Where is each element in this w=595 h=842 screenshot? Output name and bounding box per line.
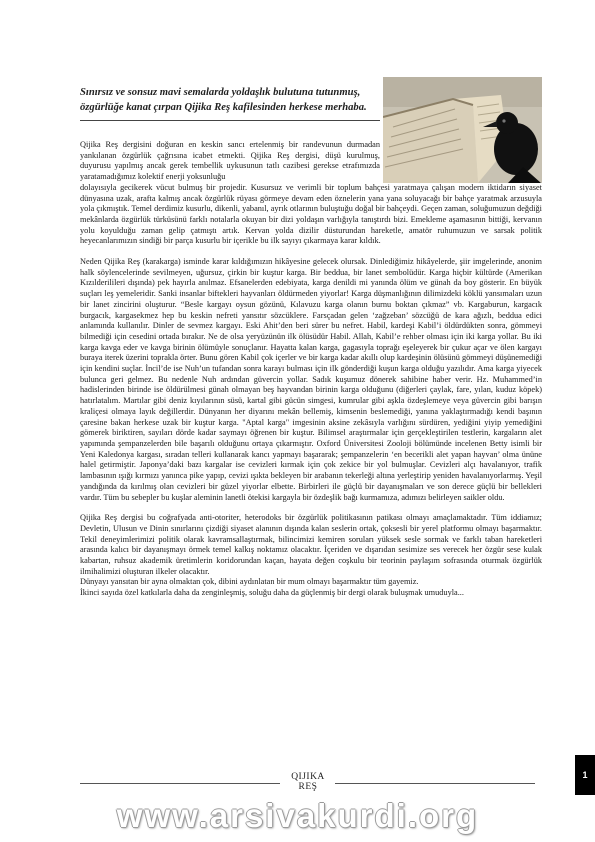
paragraph-2: Neden Qijika Reş (karakarga) isminde karar kıldığımızın hikâyesine gelecek olursak. Dinlediğimiz hikâyelerde, şiir imgelerinde, anonim halk söylencelerinde sevilmeyen, uğursuz, çirkin bir kuştur karga. Bir beddua, bir lanet sembolüdür. Karga hiçbir kültürde (Amerikan Kızılderilileri dışında) pek hayırla anılmaz. Efsanelerden edebiyata, karga denildi mi yanında ölüm ve günah da boy gösterir. En büyük suçları leş yemeleridir. Sanki insanlar biftekleri hayvanları öldürmeden yiyorlar! Karga düşmanlığının dilimizdeki köklü yansımaları uzun bir lanet zincirini oluşturur. “Besle kargayı oysun gözünü, Kılavuzu karga olanın burnu boktan çıkmaz” vb. Kargaburun, kargacık burgacık, kargasekmez hep bu keskin nefreti yansıtır sözcüklere. Farsçadan gelen ‘zağzeban’ sözcüğü de kara ağızlı, beddua edici anlamında kullanılır. Dinler de sevmez kargayı. Eski Ahit’den beri sürer bu nefret. Habil, kardeşi Kabil’i öldürdükten sonra, gömmeyi bilmediği için cesedini ortada bırakır. Ne de olsa yeryüzünün ilk ölüsüdür Habil. Allah, Kabil’e rehber olması için iki karga yollar. Bu iki karga kavga eder ve kavga birinin ölümüyle sonuçlanır. Hayatta kalan karga, gagasıyla toprağı eşeleyerek bir çukur açar ve ölen kargayı buraya iterek üzerini toprakla örter. Bunu gören Kabil çok içerler ve bir karga kadar akıllı olup kardeşinin ölüsünü gömmeyi düşünemediği için kendini suçlar. İncil’de ise Nuh’un tufandan sonra karayı bulması için ilk gönderdiği kuşun karga olduğu yazılıdır. Ama karga yiyecek bulunca geri gelmez. Bu nedenle Nuh ardından güvercin yollar. Sadık kuşumuz dönerek sahibine haber verir. Hz. Muhammed’in hadislerinden birinde ise öldürülmesi günah olmayan beş hayvandan birinin karga olduğunu (diğerleri çaylak, fare, yılan, kuduz köpek) hatırlatalım. Martılar gibi deniz kıyılarının süsü, kartal gibi gücün simgesi, kumrular gibi aşkla özdeşlemeye veya güvercin gibi barışın kraliçesi olmaya layık değillerdir. Dünyanın her diyarını mekân bellemiş, kimsenin beslemediği, yanına yaklaştırmadığı kendi başının çaresine bakan herkese uzak bir kuştur karga. "Aptal karga" imgesinin aksine zekâsıyla varlığını sürdüren, yediğini yiyip yemediğini gömerek biriktiren, sayıları dörde kadar saymayı öğrenen bir kuştur. Bilimsel araştırmalar için gerçekleştirilen testlerin, kargaların alet yapımında şempanzelerden bile başarılı olduğunu ortaya çıkarmıştır. Oxford Üniversitesi Zooloji bölümünde incelenen Betty isimli bir Yeni Kaledonya kargası, sıradan telleri kullanarak kancı yapmayı başararak; şempanzelerin ‘en becerikli alet yapan hayvan’ olma ününe halel getirmiştir. Japonya’daki bazı kargalar ise cevizleri kırmak için çok zekice bir yol bulmuşlar. Cevizleri alçı havalanıyor, trafik lambasının ışığı kırmızı yanınca pike yapıp, cevizi ışıkta bekleyen bir arabanın tekerleği altına yerleştirip yeniden havalanıyorlarmış. Yeşil yandığında da kırılmış olan cevizleri bir güzel yiyorlar elbette. Birbirleri ile güçlü bir dayanışmaları ve son derece güçlü bir bellekleri vardır. Tüm bu sebepler bu kuşlar aleminin lanetli ötekisi kargayla bir özdeşlik bağı kurmamıza, adımızı belirleyen saikler oldu. (80, 257, 542, 502)
paragraph-1-top: Qijika Reş dergisini doğuran en keskin sancı ertelenmiş bir randevunun durmadan yankılanan özgürlük çağrısına icabet etmekti. Qijika Reş dergisi, düşü kurulmuş, duyurusu yapılmış ancak gerek tembellik uykusunun tatlı cazibesi gerekse etrafımızda yaratamadığımız kolektif enerji yoksunluğu (80, 140, 380, 182)
paragraph-1-rest: dolayısıyla gecikerek vücut bulmuş bir projedir. Kusursuz ve verimli bir toplum bahçesi yaratmaya çalışan modern iktidarın siyaset dünyasına uzak, arafta kalmış ancak özgürlük rüyası görmeye devam eden öznelerin yana yana soluyacağı bir bahçe yaratmak arzusuyla yola çıkmıştık. Temel derdimiz kusurlu, dikenli, yabanıl, ayrık otlarının buluştuğu doğal bir bahçeydi. Geçen zaman, soluğumuzun değdiği mekânlarda özgürlük türküsünü farklı notalarla okuyan bir dizi yoldaşın varlığıyla tanıştırdı bizi. Emekleme aşamasının bittiği, kervanın yolu koyulduğu zaman gelip çatmıştı artık. Kervan yolda dizilir düsturundan hareketle, amatör ruhumuzun ve sarsak politik heyecanlarımızın sindiği bir parça kusurlu bir içerikle bu ilk sayıyı çıkarmaya karar kıldık. (80, 182, 542, 246)
page-number: 1 (575, 755, 595, 795)
watermark: www.arsivakurdi.org (116, 797, 479, 834)
intro-line-1: Sınırsız ve sonsuz mavi semalarda yoldaşlık bulutuna tutunmuş, (80, 87, 361, 98)
paragraph-4: Dünyayı yansıtan bir ayna olmaktan çok, dibini aydınlatan bir mum olmayı başarmaktır tüm gayemiz. (80, 577, 419, 587)
paragraph-5: İkinci sayıda özel katkılarla daha da zenginleşmiş, soluğu daha da güçlenmiş bir dergi olarak buluşmak umuduyla... (80, 588, 464, 598)
footer-logo: QIJIKA REŞ (291, 772, 325, 792)
footer-rule-right (335, 783, 535, 784)
intro-line-2: özgürlüğe kanat çırpan Qijika Reş kafilesinden herkese merhaba. (80, 102, 367, 113)
article-body (80, 140, 542, 599)
footer-rule-left (80, 783, 280, 784)
intro-rule (80, 120, 380, 121)
intro-heading (80, 85, 380, 115)
paragraph-3: Qijika Reş dergisi bu coğrafyada anti-otoriter, heterodoks bir özgürlük politikasının patikası olmayı amaçlamaktadır. Tüm iddiamız; Devletin, Ulusun ve Dinin sınırlarını çizdiği siyaset alanının dışında kalan seslerin ortak, çoksesli bir yerel platformu olmayı başarmaktır. Tekil deneyimlerimizi politik olarak kavramsallaştırmak, bilincimizi kemiren soruları yüksek sesle sormak ve farklı taban hareketleri arasında kalıcı bir dayanışmayı örmek temel kalkış noktamız olacaktır. İçeriden ve dışarıdan sesimize ses verecek her özgür sese kulak kabartan, ruhsuz akademik üretimlerin koridorundan kaçan, hayata değen coşkulu bir teorinin paylaşım sofrasında oturmak özgürlük ilmihalimizi oluşturan ilkeler olacaktır. (80, 513, 542, 576)
